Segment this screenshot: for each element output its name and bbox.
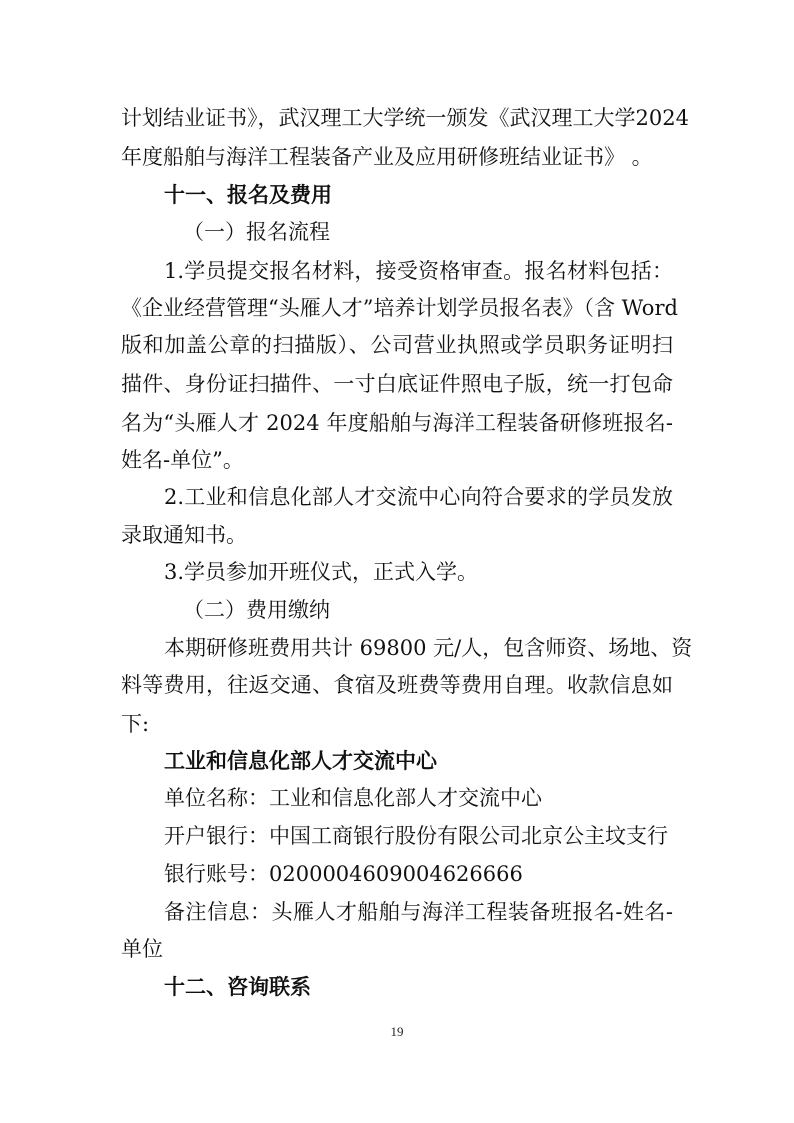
payee-remark: 备注信息：头雁人才船舶与海洋工程装备班报名-姓名- — [164, 900, 673, 924]
body-line: 版和加盖公章的扫描版）、公司营业执照或学员职务证明扫 — [121, 333, 673, 357]
body-line: 《企业经营管理“头雁人才”培养计划学员报名表》（含 Word — [121, 296, 678, 320]
body-line: 计划结业证书》，武汉理工大学统一颁发《武汉理工大学2024 — [121, 106, 689, 130]
section-heading: 十二、咨询联系 — [164, 975, 311, 999]
payee-heading: 工业和信息化部人才交流中心 — [164, 749, 437, 773]
body-line: 描件、身份证扫描件、一寸白底证件照电子版，统一打包命 — [121, 372, 673, 396]
body-line: 料等费用，往返交通、食宿及班费等费用自理。收款信息如 — [121, 673, 673, 697]
body-line: 本期研修班费用共计 69800 元/人，包含师资、场地、资 — [164, 636, 693, 660]
payee-remark-cont: 单位 — [121, 937, 163, 961]
payee-account: 银行账号：0200004609004626666 — [164, 862, 523, 886]
body-line: 3.学员参加开班仪式，正式入学。 — [164, 560, 479, 584]
body-line: 2.工业和信息化部人才交流中心向符合要求的学员发放 — [164, 485, 673, 509]
subsection-heading: （一）报名流程 — [183, 220, 330, 244]
payee-name: 单位名称：工业和信息化部人才交流中心 — [164, 786, 542, 810]
body-line: 录取通知书。 — [121, 523, 247, 547]
body-line: 姓名-单位”。 — [121, 448, 244, 472]
page-number: 19 — [390, 1024, 404, 1039]
payee-bank: 开户银行：中国工商银行股份有限公司北京公主坟支行 — [164, 824, 668, 848]
body-line: 下: — [121, 712, 150, 736]
subsection-heading: （二）费用缴纳 — [183, 598, 330, 622]
body-line: 1.学员提交报名材料，接受资格审查。报名材料包括： — [164, 259, 673, 283]
section-heading: 十一、报名及费用 — [164, 183, 332, 207]
body-line: 名为“头雁人才 2024 年度船舶与海洋工程装备研修班报名- — [121, 411, 673, 435]
body-line: 年度船舶与海洋工程装备产业及应用研修班结业证书》 。 — [121, 145, 653, 169]
